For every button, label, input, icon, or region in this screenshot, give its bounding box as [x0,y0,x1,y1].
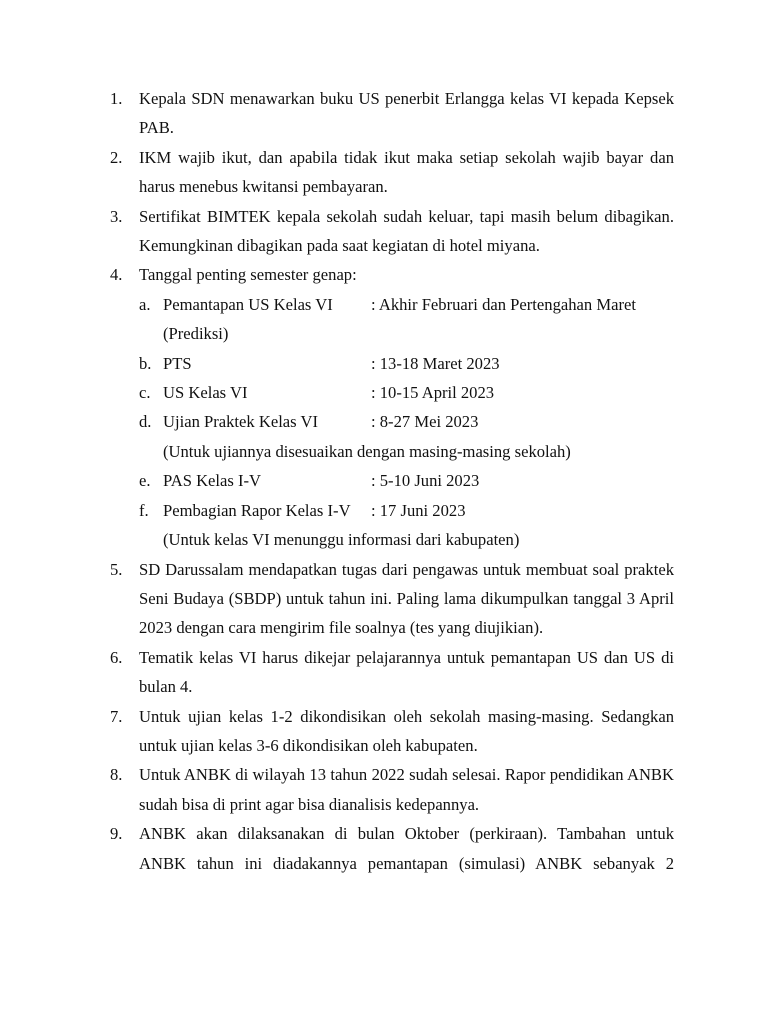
list-item-4 [110,260,674,289]
sub-item-value: : 13-18 Maret 2023 [371,353,500,373]
sub-item-note: (Prediksi) [163,324,229,344]
important-dates-list [139,290,674,555]
item-text: Untuk ANBK di wilayah 13 tahun 2022 sudah selesai. Rapor pendidikan ANBK sudah bisa di print agar bisa dianalisis kedepannya. [139,765,674,814]
sub-item-note: (Untuk ujiannya disesuaikan dengan masing-masing sekolah) [163,441,571,461]
item-number: 3. [110,206,123,226]
item-number: 2. [110,147,123,167]
sub-item-label: PTS [163,353,192,373]
sub-item-value: : 17 Juni 2023 [371,500,466,520]
sub-item-label: PAS Kelas I-V [163,471,262,491]
sub-item-value: : 8-27 Mei 2023 [371,412,479,432]
list-item-7 [110,702,674,761]
item-text: Tematik kelas VI harus dikejar pelajarannya untuk pemantapan US dan US di bulan 4. [139,647,674,697]
list-item-5 [110,555,674,643]
item-number: 6. [110,647,123,667]
item-text: Untuk ujian kelas 1-2 dikondisikan oleh sekolah masing-masing. Sedangkan untuk ujian kelas 3-6 dikondisikan oleh kabupaten. [139,706,674,755]
sub-item-value: : 10-15 April 2023 [371,383,495,403]
sub-item-letter: c. [139,383,151,403]
sub-item-c [139,378,650,407]
sub-item-f [139,496,650,555]
list-item-9 [110,819,674,878]
item-text: ANBK akan dilaksanakan di bulan Oktober (perkiraan). Tambahan untuk ANBK tahun ini diadakannya pemantapan (simulasi) ANBK sebanyak 2 [139,824,674,873]
sub-item-letter: a. [139,294,151,314]
sub-item-e [139,466,650,495]
list-item-8 [110,760,674,819]
item-number: 8. [110,765,123,785]
sub-item-letter: b. [139,353,152,373]
sub-item-a [139,290,650,349]
item-number: 4. [110,265,123,285]
item-text: SD Darussalam mendapatkan tugas dari pengawas untuk membuat soal praktek Seni Budaya (SBDP) untuk tahun ini. Paling lama dikumpulkan tanggal 3 April 2023 dengan cara mengirim file soalnya (tes yang diujikian). [139,559,674,638]
sub-item-d [139,407,650,466]
sub-item-value: : 5-10 Juni 2023 [371,471,480,491]
list-item-1 [110,84,674,143]
item-text: IKM wajib ikut, dan apabila tidak ikut maka setiap sekolah wajib bayar dan harus menebus kwitansi pembayaran. [139,147,674,197]
item-text: Sertifikat BIMTEK kepala sekolah sudah keluar, tapi masih belum dibagikan. Kemungkinan dibagikan pada saat kegiatan di hotel miyana. [139,206,674,256]
sub-item-label: Pembagian Rapor Kelas I-V [163,500,351,520]
sub-item-label: Ujian Praktek Kelas VI [163,412,318,432]
item-number: 1. [110,89,123,108]
sub-item-letter: f. [139,500,149,520]
document-page [0,84,768,878]
sub-item-value: : Akhir Februari dan Pertengahan Maret [371,294,636,314]
sub-item-label: US Kelas VI [163,383,248,403]
item-number: 5. [110,559,123,579]
item-number: 7. [110,706,123,726]
item-text: Tanggal penting semester genap: [139,265,357,285]
sub-item-letter: e. [139,471,151,491]
sub-item-letter: d. [139,412,152,432]
list-item-6 [110,643,674,702]
sub-item-b [139,349,650,378]
sub-item-note: (Untuk kelas VI menunggu informasi dari kabupaten) [163,530,520,550]
list-item-3 [110,202,674,261]
list-item-2 [110,143,674,202]
item-text: Kepala SDN menawarkan buku US penerbit Erlangga kelas VI kepada Kepsek PAB. [139,89,674,138]
item-number: 9. [110,824,123,844]
sub-item-label: Pemantapan US Kelas VI [163,294,333,314]
